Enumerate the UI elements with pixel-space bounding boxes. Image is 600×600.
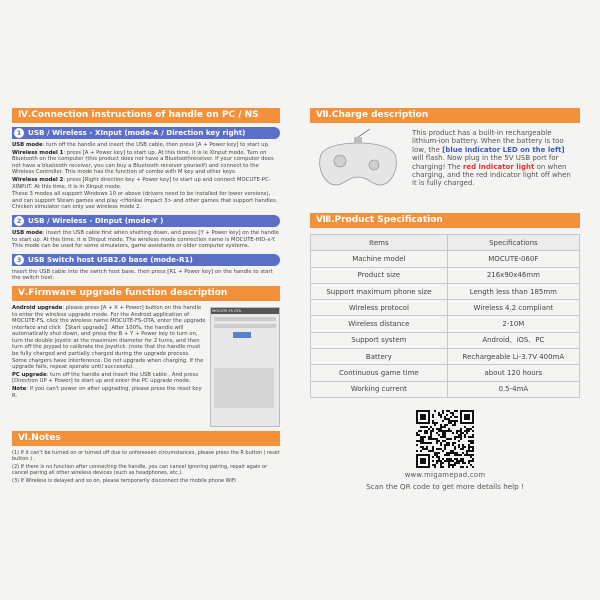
right-column [310,108,580,491]
xinput-usb-paragraph: USB mode: turn off the handle and insert the USB cable, then press [A + Power key] to start up. [12,142,270,148]
xinput-wireless1-paragraph: Wireless model 1: press [A + Power key] to start up. At this time, it is le XInput mode. Turn on Bluetooth on the computer (this product does not have a Bluetoothreceiver. If your computer does not have a bluetooth receiver, you can buy a Bluetooth receiver yourself) and connect to the Wireless Controller. This mode has the function of combo with M key and other keys. [12,149,274,176]
firmware-text [12,305,206,427]
phone-list-image [214,368,274,408]
dinput-subtitle [12,215,280,227]
note-item: (3) If Wireless is delayed and so on, please temporarily disconnect the mobile phone WiFi [12,477,236,484]
table-row: Working current 0.5-4mA [311,381,580,397]
dinput-paragraph: USB mode: insert the USB cable first when shutting down, and press [Y + Power key] on the handle to start up. At this time, it is DInput mode. The wireless mode connection name is MOCUTE-HID-x-Y. This mode can be used for some simulators, game assistants or older computer systems. [12,229,279,250]
step-number: 3 [14,255,24,265]
note-item: (2) If there is no function after connecting the handle, you can cancel ignoring pairing, repair again or cancel pairing all other wireless devices (such as headphones, etc.). [12,463,268,477]
website-url: www.migamepad.com [404,470,486,479]
charge-body [310,129,580,199]
table-row: Battery Rechargeable Li-3.7V 400mA [311,349,580,365]
xinput-title: USB / Wireless - XInput (mode-A / Direction key right) [28,128,246,137]
pc-upgrade-paragraph: PC upgrade: turn off the handle and insert the USB cable , And press [Direction UP + Power] to start up and enter the PC upgrade mode. [12,371,199,385]
note-paragraph: Note: If you can't power on after upgrading, please press the reset key R. [12,386,202,399]
r1-subtitle [12,254,280,266]
table-row: Machine model MOCUTE-060F [311,251,580,267]
r1-title: USB Switch host USB2.0 base (mode-R1) [28,254,193,264]
table-row: Support system Android、iOS、PC [311,332,580,348]
column-header: Specifications [447,235,579,251]
table-row: Wireless protocol Wireless 4.2 compliant [311,300,580,316]
column-header: Items [311,235,448,251]
phone-header: MOCUTE-FS OTA [211,308,279,314]
notes-list [12,450,280,484]
dinput-title: USB / Wireless - DInput (mode-Y ) [28,215,164,225]
charge-section-title: Ⅶ.Charge description [310,108,580,123]
spec-table [310,234,580,398]
left-column [12,108,280,485]
charge-description: This product has a built-in rechargeable lithium-ion battery. When the battery is too low, the [blue indicator LED on the left] will flash. Now plug in the 5V USB port for charging! The red indicator light on when charging, and the red indicator light off when it is fully charged. [412,129,571,188]
phone-screenshot-image [210,307,280,427]
notes-section-title: Ⅵ.Notes [12,431,280,446]
spec-section-title: Ⅷ.Product Specification [310,213,580,228]
note-item: (1) If it can't be turned on or turned off due to unforeseen circumstances, please press the R button ( reset button ) . [12,449,280,463]
step-number: 1 [14,128,24,138]
r1-paragraph: Insert the USB cable into the switch host base, then press [R1 + Power key] on the handle to start the switch host. [12,268,273,282]
qr-code-image [416,410,474,468]
table-header-row [311,235,580,251]
phone-upgrade-button-image [233,332,251,338]
table-row: Support maximum phone size Length less than 185mm [311,283,580,299]
table-row: Wireless distance 2-10M [311,316,580,332]
pc-ns-section-title: Ⅳ.Connection instructions of handle on PC / NS [12,108,280,123]
android-upgrade-paragraph: Android upgrade: please press [A + X + Power] button on the handle to enter the wireless upgrade mode. For the Android application of MOCUTE-FS, click the wireless name MOCUTE-FS-OTA, enter the upgrade interface and click 【Start upgrade】 After 100%, the handle will automatically shut down, and press the B + Y + Power key to turn on, turn the double joystic at the maximum diameter for 2 turns, and then turn off the joypad to calibrate the joystick. (note that the handle must be fully charged and partially charged during the upgrade process. Some chargers have interference. Do not upgrade when charging. If the upgrade fails, repeat operate until successful. [12,304,206,371]
firmware-section-title: Ⅴ.Firmware upgrade function description [12,286,280,301]
xinput-extra-paragraph: These 3 modes all support Windows 10 or above (drivers need to be installed for lower versions), and can support Steam games and play <Honkai Impact 3> and other games that support handles. Chicken simulator can only use wireless mode 2. [12,191,278,211]
table-row: Continuous game time about 120 hours [311,365,580,381]
step-number: 2 [14,216,24,226]
xinput-subtitle [12,127,280,139]
table-row: Product size 216x90x46mm [311,267,580,283]
scan-instruction: Scan the QR code to get more details help ! [366,481,524,491]
controller-illustration [310,129,406,199]
xinput-wireless2-paragraph: Wireless model 2: press [Right direction key + Power key] to start up and connect MOCUTE-PC-XINPUT. At this time, it is in XInput mode. [12,176,271,190]
firmware-body [12,305,280,427]
